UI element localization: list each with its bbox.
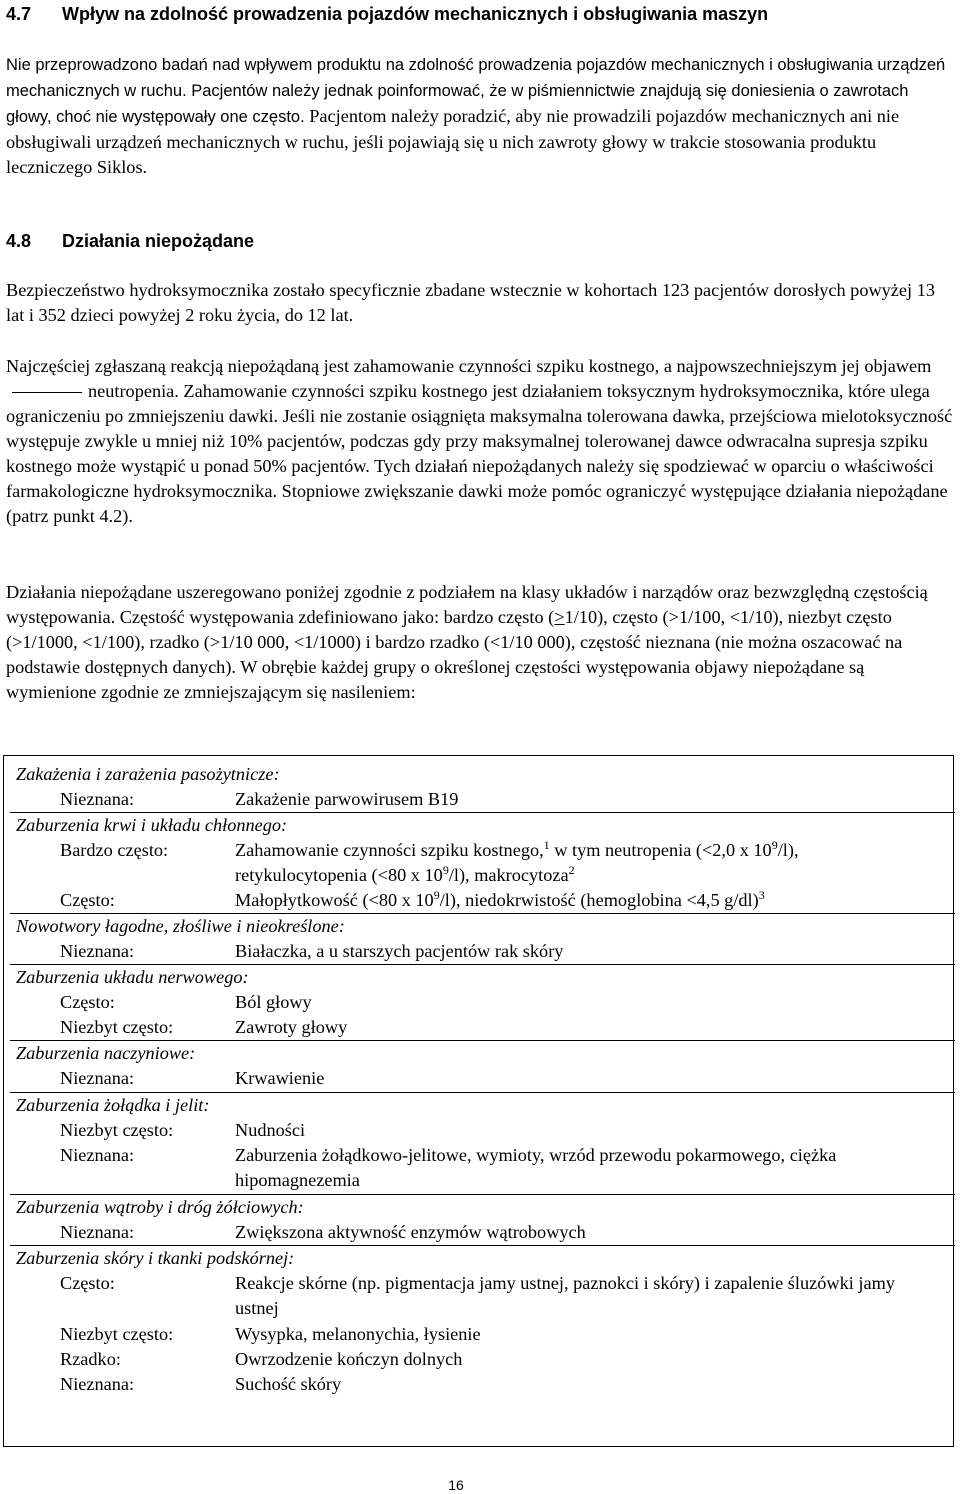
adverse-effect: Ból głowy — [235, 992, 312, 1012]
frequency-label: Niezbyt często: — [60, 1120, 174, 1140]
paragraph-part-b: neutropenia. Zahamowanie czynności szpiku kostnego jest działaniem toksycznym hydroksymocznika, które ulega ograniczeniu po zmniejszeniu dawki. Jeśli nie zostanie osiągnięta maksymalna tolerowana dawka, przejściowa mielotoksyczność występuje zwykle u mniej niż 10% pacjentów, podczas gdy przy maksymalnej tolerowanej dawce odwracalna supresja szpiku kostnego może wystąpić u ponad 50% pacjentów. Tych działań niepożądanych należy się spodziewać w oparciu o właściwości farmakologiczne hydroksymocznika. Stopniowe zwiększanie dawki może pomóc ograniczyć występujące działania niepożądane (patrz punkt 4.2). — [6, 381, 953, 526]
frequency-label: Nieznana: — [60, 1068, 135, 1088]
superscript: 9 — [442, 863, 449, 877]
section-number: 4.7 — [6, 4, 32, 24]
paragraph-part-b: 1/10), często (>1/100, <1/10), niezbyt często (>1/1000, <1/100), rzadko (>1/10 000, <1/1000) i bardzo rzadko (<1/10 000), częstość nieznana (nie można oszacować na podstawie dostępnych danych). W obrębie każdej grupy o określonej częstości występowania objawy niepożądane są wymienione zgodnie ze zmniejszającym się nasileniem: — [6, 607, 903, 702]
superscript: 9 — [433, 888, 440, 902]
effect-text: Małopłytkowość (<80 x 10 — [235, 890, 434, 910]
category-label: Zaburzenia skóry i tkanki podskórnej: — [16, 1248, 295, 1268]
page-number: 16 — [448, 1477, 464, 1493]
section-title: Wpływ na zdolność prowadzenia pojazdów mechanicznych i obsługiwania maszyn — [62, 4, 769, 24]
frequency-definition-paragraph — [6, 580, 954, 705]
effect-text: w tym neutropenia (<2,0 x 10 — [549, 840, 772, 860]
adverse-reactions-table — [3, 755, 954, 1447]
frequency-label: Często: — [60, 890, 115, 910]
effect-text: Zahamowanie czynności szpiku kostnego, — [235, 840, 544, 860]
section-4-7-paragraph — [6, 52, 954, 180]
adverse-effect: Zakażenie parwowirusem B19 — [235, 789, 459, 809]
category-label: Zaburzenia żołądka i jelit: — [16, 1095, 210, 1115]
paragraph-part-a: Działania niepożądane uszeregowano poniżej zgodnie z podziałem na klasy układów i narządów oraz bezwzględną częstością występowania. Częstość występowania zdefiniowano jako: bardzo często ( — [6, 582, 928, 627]
adverse-effect: Nudności — [235, 1120, 306, 1140]
adverse-effect: Zwiększona aktywność enzymów wątrobowych — [235, 1222, 586, 1242]
category-label: Zaburzenia układu nerwowego: — [16, 967, 249, 987]
footnote-mark: 2 — [568, 863, 575, 877]
section-title: Działania niepożądane — [62, 231, 255, 251]
frequency-label: Nieznana: — [60, 1374, 135, 1394]
frequency-label: Nieznana: — [60, 941, 135, 961]
superscript: 9 — [771, 838, 778, 852]
category-label: Nowotwory łagodne, złośliwe i nieokreślone: — [16, 916, 345, 936]
adverse-effect: Wysypka, melanonychia, łysienie — [235, 1324, 481, 1344]
effect-text: /l), retykulocytopenia (<80 x 10 — [235, 840, 799, 885]
adverse-effect — [235, 838, 935, 888]
frequency-label: Nieznana: — [60, 1145, 135, 1165]
category-label: Zakażenia i zarażenia pasożytnicze: — [16, 764, 280, 784]
paragraph-serif-part: Pacjentom należy poradzić, aby nie prowadzili pojazdów mechanicznych ani nie obsługiwali urządzeń mechanicznych w ruchu, jeśli pojawiają się u nich zawroty głowy w trakcie stosowania produktu leczniczego Siklos. — [6, 106, 900, 177]
frequency-label: Często: — [60, 992, 115, 1012]
section-number: 4.8 — [6, 231, 32, 251]
greater-equal-sign: > — [554, 607, 565, 627]
adverse-effect: Zaburzenia żołądkowo-jelitowe, wymioty, wrzód przewodu pokarmowego, ciężka hipomagnezemia — [235, 1145, 837, 1190]
adverse-effect: Owrzodzenie kończyn dolnych — [235, 1349, 463, 1369]
category-label: Zaburzenia wątroby i dróg żółciowych: — [16, 1197, 304, 1217]
paragraph-part-a: Najczęściej zgłaszaną reakcją niepożądaną jest zahamowanie czynności szpiku kostnego, a najpowszechniejszym jej objawem — [6, 356, 932, 376]
frequency-label: Często: — [60, 1273, 115, 1293]
adverse-effect: Białaczka, a u starszych pacjentów rak skóry — [235, 941, 564, 961]
adverse-reaction-paragraph — [6, 354, 954, 529]
footnote-mark: 3 — [758, 888, 765, 902]
section-4-7-heading — [6, 2, 768, 26]
frequency-label: Niezbyt często: — [60, 1324, 174, 1344]
adverse-effect — [235, 888, 935, 913]
footnote-mark: 1 — [543, 838, 550, 852]
adverse-effect: Krwawienie — [235, 1068, 325, 1088]
safety-paragraph: Bezpieczeństwo hydroksymocznika zostało specyficznie zbadane wstecznie w kohortach 123 pacjentów dorosłych powyżej 13 lat i 352 dzieci powyżej 2 roku życia, do 12 lat. — [6, 280, 935, 325]
section-4-8-heading — [6, 229, 254, 253]
frequency-label: Bardzo często: — [60, 840, 169, 860]
frequency-label: Nieznana: — [60, 1222, 135, 1242]
frequency-label: Niezbyt często: — [60, 1017, 174, 1037]
category-label: Zaburzenia naczyniowe: — [16, 1043, 196, 1063]
adverse-effect: Reakcje skórne (np. pigmentacja jamy ustnej, paznokci i skóry) i zapalenie śluzówki jamy ustnej — [235, 1273, 895, 1318]
effect-text: /l), makrocytoza — [448, 865, 569, 885]
category-label: Zaburzenia krwi i układu chłonnego: — [16, 815, 288, 835]
adverse-effect: Zawroty głowy — [235, 1017, 348, 1037]
em-dash — [12, 392, 82, 393]
paragraph-sans-part: Nie przeprowadzono badań nad wpływem produktu na zdolność prowadzenia pojazdów mechanicznych i obsługiwania urządzeń mechanicznych w ruchu. Pacjentów należy jednak poinformować, że w piśmiennictwie znajdują się doniesienia o zawrotach głowy, choć nie występowały one często. — [6, 56, 946, 126]
effect-text: /l), niedokrwistość (hemoglobina <4,5 g/dl) — [439, 890, 759, 910]
frequency-label: Nieznana: — [60, 789, 135, 809]
adverse-effect: Suchość skóry — [235, 1374, 342, 1394]
frequency-label: Rzadko: — [60, 1349, 121, 1369]
